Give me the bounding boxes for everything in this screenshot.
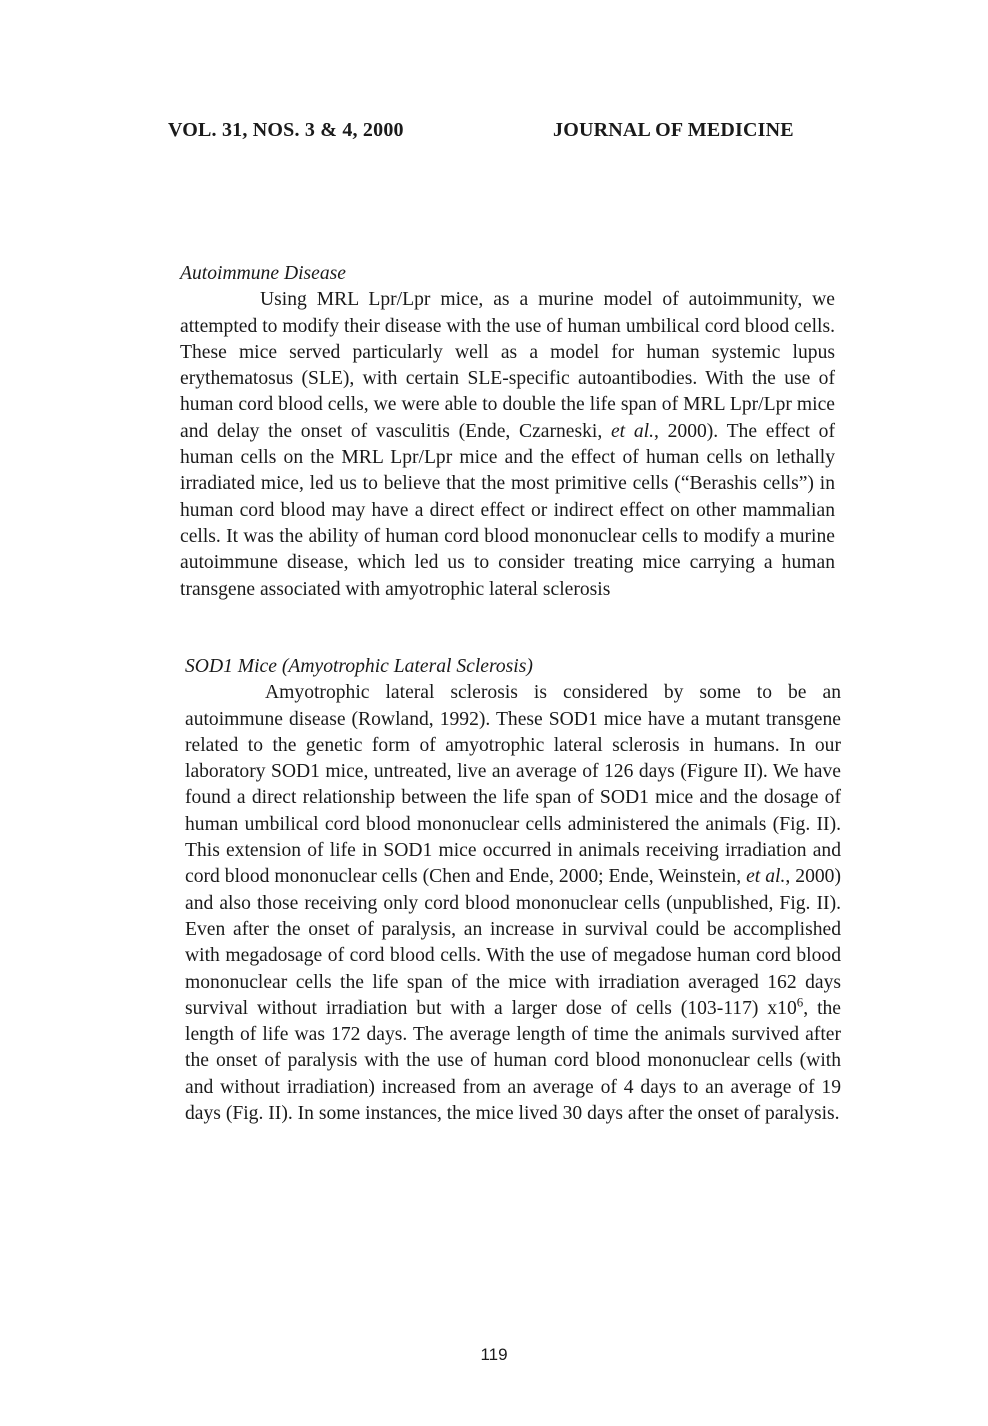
paragraph-text: , 2000) and also those receiving only cord blood mononuclear cells (unpublished, Fig. II). Even after the onset of paralysis, an increase in survival could be accomplished with megadosage of cord blood cells. With the use of megadose human cord blood mononuclear cells the life span of the mice with irradiation averaged 162 days survival without irradiation but with a larger dose of cells (103-117) x10	[185, 866, 841, 1019]
citation-et-al: et al.	[610, 420, 654, 442]
section-heading: SOD1 Mice (Amyotrophic Lateral Sclerosis)	[185, 656, 533, 677]
paragraph-text: , 2000). The effect of human cells on the MRL Lpr/Lpr mice and the effect of human cells on lethally irradiated mice, led us to believe that the most primitive cells (“Berashis cells”) in human cord blood may have a direct effect or indirect effect on other mammalian cells. It was the ability of human cord blood mononuclear cells to modify a murine autoimmune disease, which led us to consider treating mice carrying a human transgene associated with amyotrophic lateral sclerosis	[180, 420, 836, 600]
exponent: 6	[796, 994, 804, 1010]
section-heading: Autoimmune Disease	[180, 263, 346, 284]
running-header-journal: JOURNAL OF MEDICINE	[553, 119, 794, 141]
body-paragraph	[180, 287, 835, 603]
paragraph-text: Amyotrophic lateral sclerosis is considered by some to be an autoimmune disease (Rowland, 1992). These SOD1 mice have a mutant transgene related to the genetic form of amyotrophic lateral sclerosis in humans. In our laboratory SOD1 mice, untreated, live an average of 126 days (Figure II). We have found a direct relationship between the life span of SOD1 mice and the dosage of human umbilical cord blood mononuclear cells administered the animals (Fig. II). This extension of life in SOD1 mice occurred in animals receiving irradiation and cord blood mononuclear cells (Chen and Ende, 2000; Ende, Weinstein,	[185, 682, 841, 888]
paragraph-text: Using MRL Lpr/Lpr mice, as a murine model of autoimmunity, we attempted to modify their disease with the use of human umbilical cord blood cells. These mice served particularly well as a model for human systemic lupus erythematosus (SLE), with certain SLE-specific autoantibodies. With the use of human cord blood cells, we were able to double the life span of MRL Lpr/Lpr mice and delay the onset of vasculitis (Ende, Czarneski,	[180, 289, 835, 442]
citation-et-al: et al.	[746, 866, 786, 888]
running-header-volume: VOL. 31, NOS. 3 & 4, 2000	[168, 119, 404, 141]
page-number: 119	[480, 1345, 508, 1364]
section-sod1-mice	[185, 654, 841, 1127]
section-autoimmune-disease	[180, 261, 835, 603]
body-paragraph	[185, 680, 841, 1127]
paragraph-text: , the length of life was 172 days. The average length of time the animals survived after the onset of paralysis with the use of human cord blood mononuclear cells (with and without irradiation) increased from an average of 4 days to an average of 19 days (Fig. II). In some instances, the mice lived 30 days after the onset of paralysis.	[185, 997, 842, 1125]
